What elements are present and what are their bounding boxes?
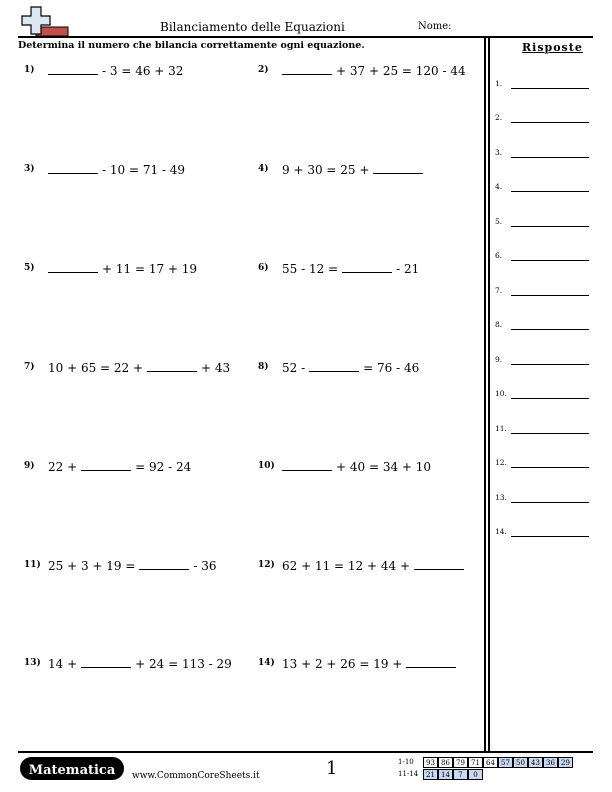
answer-number: 13. (495, 493, 507, 502)
problem-14 (258, 656, 456, 676)
score-cell: 64 (483, 757, 498, 768)
answer-number: 12. (495, 458, 507, 467)
score-cell: 36 (543, 757, 558, 768)
answer-blank[interactable] (48, 162, 98, 174)
score-table (398, 757, 598, 781)
equation-right-text: + 37 + 25 = 120 - 44 (336, 64, 466, 78)
answer-column-divider-left (484, 37, 486, 751)
answer-number: 10. (495, 389, 507, 398)
score-cell: 14 (438, 769, 453, 780)
answer-row (495, 458, 595, 472)
answer-number: 9. (495, 355, 503, 364)
answer-blank-line[interactable] (511, 467, 589, 468)
problem-number: 14) (258, 658, 275, 668)
answer-row (495, 286, 595, 300)
problem-number: 8) (258, 362, 269, 372)
answer-row (495, 493, 595, 507)
problem-5 (24, 261, 197, 281)
equation-left-text: 52 - (282, 361, 306, 375)
problem-number: 6) (258, 263, 269, 273)
problem-3 (24, 162, 185, 182)
answer-row (495, 113, 595, 127)
answer-row (495, 182, 595, 196)
answer-blank-line[interactable] (511, 157, 589, 158)
answer-blank-line[interactable] (511, 295, 589, 296)
score-cell: 57 (498, 757, 513, 768)
answer-number: 11. (495, 424, 507, 433)
score-cell: 50 (513, 757, 528, 768)
answer-number: 7. (495, 286, 503, 295)
score-cell: 43 (528, 757, 543, 768)
answer-blank[interactable] (81, 459, 131, 471)
answer-number: 2. (495, 113, 503, 122)
answer-row (495, 217, 595, 231)
equation-right-text: + 11 = 17 + 19 (102, 262, 198, 276)
answer-blank[interactable] (48, 261, 98, 273)
score-cell: 86 (438, 757, 453, 768)
problem-number: 2) (258, 65, 269, 75)
equation-right-text: - 10 = 71 - 49 (102, 163, 186, 177)
score-cell: 29 (558, 757, 573, 768)
answer-blank-line[interactable] (511, 502, 589, 503)
answer-blank-line[interactable] (511, 398, 589, 399)
problem-7 (24, 360, 230, 380)
problem-number: 9) (24, 461, 35, 471)
equation-left-text: 62 + 11 = 12 + 44 + (282, 559, 410, 573)
answer-blank[interactable] (147, 360, 197, 372)
problem-number: 4) (258, 164, 269, 174)
answer-blank-line[interactable] (511, 122, 589, 123)
footer-rule (18, 751, 593, 753)
site-url: www.CommonCoreSheets.it (132, 771, 260, 781)
answer-blank[interactable] (48, 63, 98, 75)
answer-column-divider-right (488, 37, 490, 751)
answer-number: 5. (495, 217, 503, 226)
score-cell: 71 (468, 757, 483, 768)
equation-left-text: 14 + (48, 657, 78, 671)
answer-blank[interactable] (406, 656, 456, 668)
answer-blank[interactable] (282, 63, 332, 75)
subject-badge: Matematica (20, 757, 124, 780)
equation-left-text: 10 + 65 = 22 + (48, 361, 144, 375)
answer-row (495, 424, 595, 438)
equation-right-text: + 43 (201, 361, 231, 375)
answer-blank-line[interactable] (511, 364, 589, 365)
problem-number: 1) (24, 65, 35, 75)
answer-blank[interactable] (282, 459, 332, 471)
answer-number: 8. (495, 320, 503, 329)
problem-number: 10) (258, 461, 275, 471)
problem-1 (24, 63, 183, 83)
problem-number: 11) (24, 560, 41, 570)
score-cell: 21 (423, 769, 438, 780)
answer-blank-line[interactable] (511, 226, 589, 227)
problem-10 (258, 459, 431, 479)
answer-row (495, 527, 595, 541)
score-range-label: 11-14 (398, 770, 419, 778)
answer-blank-line[interactable] (511, 536, 589, 537)
problem-4 (258, 162, 423, 182)
answer-blank[interactable] (139, 558, 189, 570)
answer-number: 1. (495, 79, 503, 88)
problem-2 (258, 63, 466, 83)
answer-blank[interactable] (373, 162, 423, 174)
problem-number: 5) (24, 263, 35, 273)
answer-blank-line[interactable] (511, 433, 589, 434)
answer-number: 14. (495, 527, 507, 536)
answer-row (495, 251, 595, 265)
equation-right-text: + 40 = 34 + 10 (336, 460, 432, 474)
name-label: Nome: (418, 21, 452, 32)
answer-row (495, 79, 595, 93)
answer-row (495, 320, 595, 334)
answer-row (495, 355, 595, 369)
answer-blank[interactable] (81, 656, 131, 668)
equation-left-text: 22 + (48, 460, 78, 474)
equation-right-text: - 21 (396, 262, 420, 276)
answer-blank[interactable] (414, 558, 464, 570)
equation-right-text: = 76 - 46 (363, 361, 420, 375)
problem-number: 7) (24, 362, 35, 372)
answers-title: Risposte (522, 41, 583, 54)
answer-blank-line[interactable] (511, 329, 589, 330)
equation-left-text: 55 - 12 = (282, 262, 339, 276)
equation-left-text: 9 + 30 = 25 + (282, 163, 370, 177)
problem-number: 3) (24, 164, 35, 174)
logo (18, 5, 70, 37)
equation-right-text: = 92 - 24 (135, 460, 192, 474)
problem-6 (258, 261, 419, 281)
score-cell: 0 (468, 769, 483, 780)
instructions: Determina il numero che bilancia correttamente ogni equazione. (18, 40, 365, 51)
problem-8 (258, 360, 419, 380)
answer-row (495, 389, 595, 403)
page-number: 1 (326, 758, 338, 779)
problem-number: 13) (24, 658, 41, 668)
answer-row (495, 148, 595, 162)
problem-12 (258, 558, 464, 578)
score-cell: 93 (423, 757, 438, 768)
plus-logo-icon (18, 5, 70, 37)
answer-blank-line[interactable] (511, 88, 589, 89)
equation-right-text: + 24 = 113 - 29 (135, 657, 232, 671)
answer-number: 3. (495, 148, 503, 157)
answer-number: 4. (495, 182, 503, 191)
problem-9 (24, 459, 191, 479)
equation-right-text: - 36 (193, 559, 217, 573)
answer-blank-line[interactable] (511, 260, 589, 261)
score-cell: 79 (453, 757, 468, 768)
answer-blank-line[interactable] (511, 191, 589, 192)
page-title: Bilanciamento delle Equazioni (160, 20, 345, 34)
header-rule (18, 36, 593, 38)
score-cell: 7 (453, 769, 468, 780)
score-range-label: 1-10 (398, 758, 414, 766)
answer-number: 6. (495, 251, 503, 260)
answer-blank[interactable] (342, 261, 392, 273)
equation-left-text: 25 + 3 + 19 = (48, 559, 136, 573)
problem-11 (24, 558, 217, 578)
equation-left-text: 13 + 2 + 26 = 19 + (282, 657, 403, 671)
equation-right-text: - 3 = 46 + 32 (102, 64, 184, 78)
answer-blank[interactable] (309, 360, 359, 372)
problem-number: 12) (258, 560, 275, 570)
problem-13 (24, 656, 232, 676)
